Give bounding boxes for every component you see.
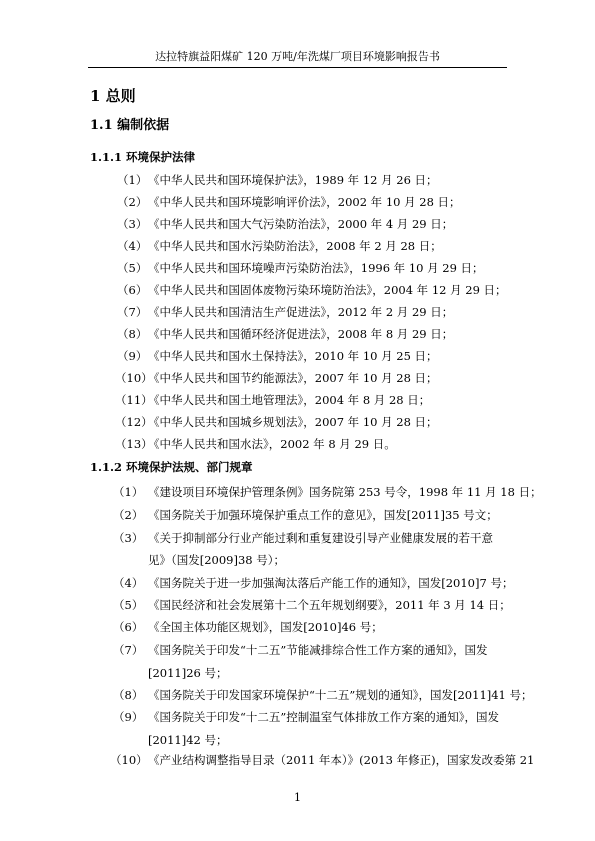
list-item-number: （6）	[117, 283, 148, 297]
chapter-title: 1 总则	[90, 87, 136, 105]
section-title: 1.1 编制依据	[90, 118, 170, 133]
list-item-text: 《关于抑制部分行业产能过剩和重复建设引导产业健康发展的若干意见》（国发[2009]38 号）；	[148, 531, 493, 567]
list-item-text: 《中华人民共和国环境保护法》，1989 年 12 月 26 日；	[148, 173, 438, 187]
list-item-number: （5）	[117, 261, 148, 275]
list-item-number: （6）	[113, 620, 144, 634]
list-item-number: （1）	[117, 173, 148, 187]
list-item-text: 《国务院关于印发国家环境保护“十二五”规划的通知》，国发[2011]41 号；	[148, 688, 533, 702]
list-item-text: 《中华人民共和国城乡规划法》，2007 年 10 月 28 日；	[148, 415, 438, 429]
list-item-text: 《中华人民共和国环境影响评价法》，2002 年 10 月 28 日；	[148, 195, 461, 209]
subsection-title-laws: 1.1.1 环境保护法律	[90, 150, 196, 164]
page-number: 1	[294, 791, 301, 804]
list-item-text: 《国务院关于印发“十二五”控制温室气体排放工作方案的通知》，国发[2011]42 号；	[148, 710, 500, 747]
list-item-number: （7）	[113, 643, 144, 657]
list-item-number: （2）	[117, 195, 148, 209]
list-item-text: 《全国主体功能区规划》，国发[2010]46 号；	[148, 620, 383, 634]
list-item-text: 《国民经济和社会发展第十二个五年规划纲要》，2011 年 3 月 14 日；	[148, 598, 511, 612]
list-item-number: （4）	[113, 576, 144, 590]
list-item-number: （9）	[117, 349, 148, 363]
header-divider	[88, 67, 507, 68]
list-item-number: （13）	[115, 437, 153, 451]
list-item-text: 《中华人民共和国水污染防治法》，2008 年 2 月 28 日；	[148, 239, 442, 253]
list-item-number: （11）	[115, 393, 153, 407]
list-item-number: （7）	[117, 305, 148, 319]
list-item-number: （8）	[113, 688, 144, 702]
list-item-number: （5）	[113, 598, 144, 612]
list-item-number: （12）	[115, 415, 153, 429]
list-item-text: 《中华人民共和国节约能源法》，2007 年 10 月 28 日；	[148, 371, 438, 385]
list-item-text: 《国务院关于加强环境保护重点工作的意见》，国发[2011]35 号文；	[148, 508, 498, 522]
list-item-number: （9）	[113, 710, 144, 724]
list-item-text: 《中华人民共和国大气污染防治法》，2000 年 4 月 29 日；	[148, 217, 454, 231]
list-item-text: 《中华人民共和国水土保持法》，2010 年 10 月 25 日；	[148, 349, 438, 363]
list-item-number: （3）	[117, 217, 148, 231]
subsection-title-regulations: 1.1.2 环境保护法规、部门规章	[90, 460, 253, 474]
list-item-number: （10）	[115, 371, 153, 385]
page-header: 达拉特旗益阳煤矿 120 万吨/年洗煤厂项目环境影响报告书	[155, 50, 440, 63]
list-item-text: 《建设项目环境保护管理条例》国务院第 253 号令，1998 年 11 月 18 日；	[148, 485, 542, 499]
list-item-text: 《产业结构调整指导目录（2011 年本）》(2013 年修正)，国家发改委第 21	[148, 753, 535, 767]
list-item-number: （2）	[113, 508, 144, 522]
list-item-text: 《中华人民共和国环境噪声污染防治法》，1996 年 10 月 29 日；	[148, 261, 484, 275]
list-item-text: 《中华人民共和国清洁生产促进法》，2012 年 2 月 29 日；	[148, 305, 454, 319]
list-item-text: 《国务院关于进一步加强淘汰落后产能工作的通知》，国发[2010]7 号；	[148, 576, 514, 590]
list-item-number: （8）	[117, 327, 148, 341]
list-item-number: （3）	[113, 531, 144, 545]
list-item-number: （10）	[110, 753, 148, 767]
list-item-text: 《中华人民共和国固体废物污染环境防治法》，2004 年 12 月 29 日；	[148, 283, 507, 297]
list-item-number: （1）	[113, 485, 144, 499]
list-item-text: 《中华人民共和国循环经济促进法》，2008 年 8 月 29 日；	[148, 327, 454, 341]
list-item-number: （4）	[117, 239, 148, 253]
list-item-text: 《中华人民共和国土地管理法》，2004 年 8 月 28 日；	[148, 393, 431, 407]
list-item-text: 《中华人民共和国水法》，2002 年 8 月 29 日。	[148, 437, 396, 451]
list-item-text: 《国务院关于印发“十二五”节能减排综合性工作方案的通知》，国发[2011]26 号；	[148, 643, 488, 680]
